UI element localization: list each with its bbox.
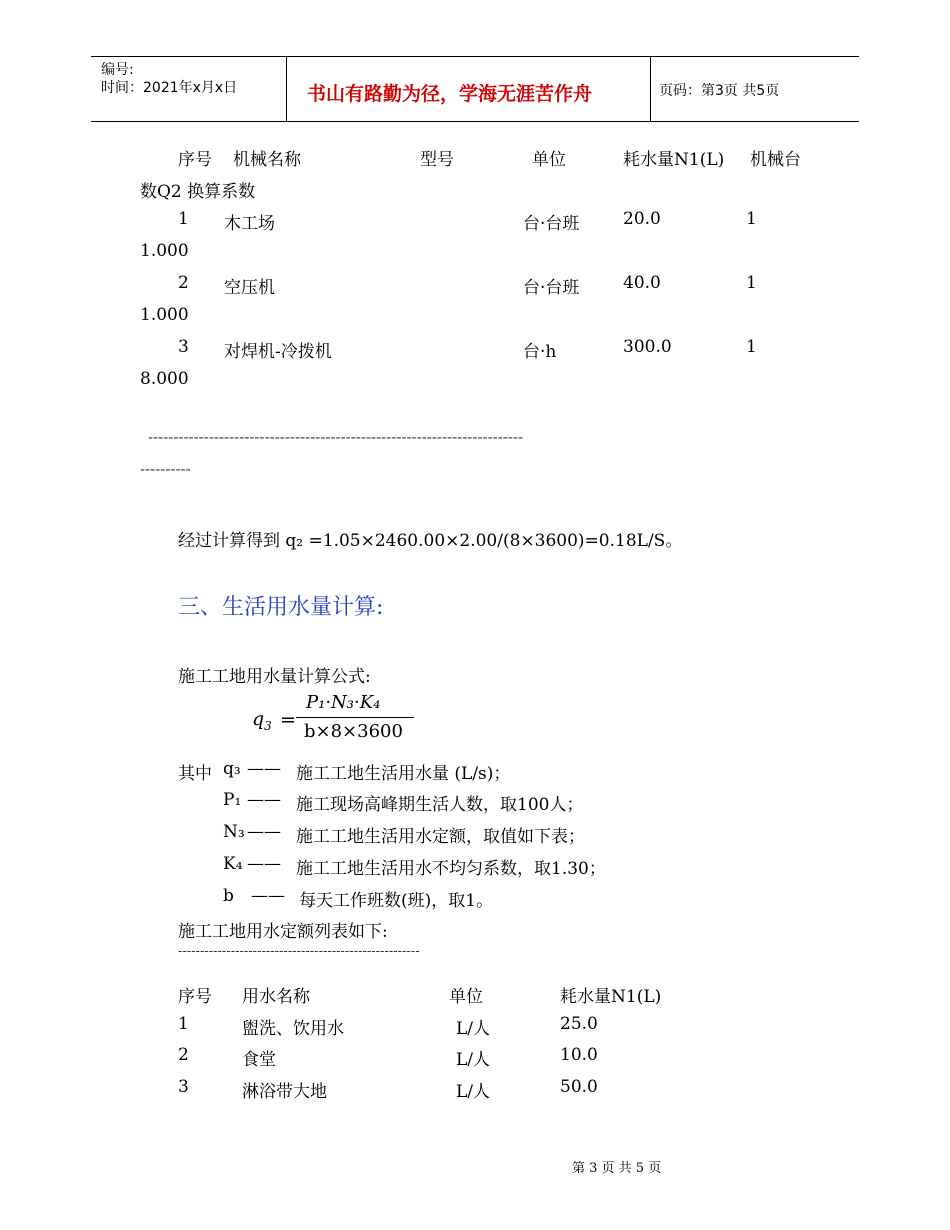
formula-fraction bbox=[296, 692, 414, 744]
machine-row-name: 空压机 bbox=[224, 278, 275, 298]
def-symbol: b bbox=[223, 886, 234, 906]
formula-lhs-subscript: 3 bbox=[264, 718, 272, 733]
machine-header-model: 型号 bbox=[420, 150, 454, 170]
def-symbol: q₃ bbox=[223, 759, 241, 779]
header-motto: 书山有路勤为径，学海无涯苦作舟 bbox=[307, 83, 593, 105]
header-bottom-rule bbox=[91, 121, 859, 122]
quota-cell: L/人 bbox=[456, 1050, 491, 1070]
quota-cell: L/人 bbox=[456, 1019, 491, 1039]
machine-row-name: 木工场 bbox=[224, 214, 275, 234]
def-dash: —— bbox=[251, 886, 285, 906]
machine-row-name: 对焊机-冷拨机 bbox=[224, 342, 332, 362]
quota-cell: 25.0 bbox=[560, 1014, 598, 1034]
quota-cell: 10.0 bbox=[560, 1045, 598, 1065]
def-prefix: 其中 bbox=[178, 764, 212, 784]
quota-header-water: 耗水量N1(L) bbox=[560, 987, 662, 1007]
col-no: 序号 bbox=[178, 150, 212, 170]
machine-header-qty: 机械台 bbox=[750, 150, 801, 170]
formula-numerator: P₁·N₃·K₄ bbox=[306, 692, 381, 713]
def-text: 施工工地生活用水量 (L/s)； bbox=[296, 764, 511, 784]
def-symbol: P₁ bbox=[223, 790, 242, 810]
def-symbol: N₃ bbox=[223, 822, 245, 842]
machine-header-line2: 数Q2 换算系数 bbox=[140, 182, 256, 202]
machine-header-water: 耗水量N1(L) bbox=[623, 150, 725, 170]
formula-equals: = bbox=[280, 709, 296, 731]
quota-intro: 施工工地用水定额列表如下: bbox=[178, 922, 388, 942]
def-dash: —— bbox=[247, 854, 281, 874]
machine-row-no: 3 bbox=[178, 337, 189, 357]
doc-time-label: 时间：2021年x月x日 bbox=[101, 80, 238, 96]
formula-fraction-bar bbox=[296, 717, 414, 718]
header-divider-right bbox=[650, 57, 651, 121]
def-text: 施工工地生活用水不均匀系数，取1.30； bbox=[296, 859, 606, 879]
quota-cell: L/人 bbox=[456, 1082, 491, 1102]
calc-result: 经过计算得到 q₂ =1.05×2460.00×2.00/(8×3600)=0.18L/S。 bbox=[178, 531, 683, 551]
machine-row-no: 2 bbox=[178, 273, 189, 293]
formula-lhs bbox=[252, 708, 272, 733]
header-divider-left bbox=[286, 57, 287, 121]
quota-cell: 1 bbox=[178, 1014, 189, 1034]
def-text: 每天工作班数(班)，取1。 bbox=[299, 891, 494, 911]
divider-long: -------------------------------------------------------------------------- bbox=[148, 428, 524, 446]
machine-header-unit: 单位 bbox=[532, 150, 566, 170]
machine-row-unit: 台·h bbox=[523, 342, 557, 362]
quota-cell: 2 bbox=[178, 1045, 189, 1065]
divider-long-cont: ---------- bbox=[140, 460, 191, 478]
divider-short: ------------------------------------------------------- bbox=[178, 944, 420, 959]
formula-denominator: b×8×3600 bbox=[304, 721, 403, 742]
page-footer: 第 3 页 共 5 页 bbox=[572, 1161, 662, 1176]
quota-header-unit: 单位 bbox=[449, 987, 483, 1007]
machine-row-qty: 1 bbox=[746, 209, 757, 229]
def-text: 施工工地生活用水定额，取值如下表； bbox=[296, 827, 585, 847]
machine-row-qty: 1 bbox=[746, 337, 757, 357]
header-page-info: 页码：第3页 共5页 bbox=[659, 83, 780, 99]
def-dash: —— bbox=[247, 759, 281, 779]
machine-row-water: 20.0 bbox=[623, 209, 661, 229]
doc-number-label: 编号: bbox=[101, 62, 134, 78]
machine-row-coef: 1.000 bbox=[140, 241, 189, 261]
section-title: 三、生活用水量计算: bbox=[178, 595, 384, 620]
machine-row-water: 40.0 bbox=[623, 273, 661, 293]
quota-cell: 盥洗、饮用水 bbox=[242, 1019, 344, 1039]
formula-intro: 施工工地用水量计算公式: bbox=[178, 667, 371, 687]
quota-cell: 淋浴带大地 bbox=[242, 1082, 327, 1102]
quota-cell: 食堂 bbox=[242, 1050, 276, 1070]
header-top-rule bbox=[91, 56, 859, 57]
quota-cell: 3 bbox=[178, 1077, 189, 1097]
quota-header-name: 用水名称 bbox=[242, 987, 310, 1007]
def-symbol: K₄ bbox=[223, 854, 243, 874]
def-dash: —— bbox=[247, 790, 281, 810]
machine-row-water: 300.0 bbox=[623, 337, 672, 357]
machine-table-header bbox=[178, 145, 212, 170]
machine-row-unit: 台·台班 bbox=[523, 214, 580, 234]
quota-cell: 50.0 bbox=[560, 1077, 598, 1097]
machine-row-coef: 1.000 bbox=[140, 305, 189, 325]
machine-row-unit: 台·台班 bbox=[523, 278, 580, 298]
formula-lhs-symbol: q bbox=[252, 708, 265, 730]
machine-row-qty: 1 bbox=[746, 273, 757, 293]
def-text: 施工现场高峰期生活人数，取100人； bbox=[296, 795, 584, 815]
def-dash: —— bbox=[247, 822, 281, 842]
quota-header-no: 序号 bbox=[178, 987, 212, 1007]
machine-row-coef: 8.000 bbox=[140, 369, 189, 389]
machine-row-no: 1 bbox=[178, 209, 189, 229]
machine-header-name: 机械名称 bbox=[233, 150, 301, 170]
